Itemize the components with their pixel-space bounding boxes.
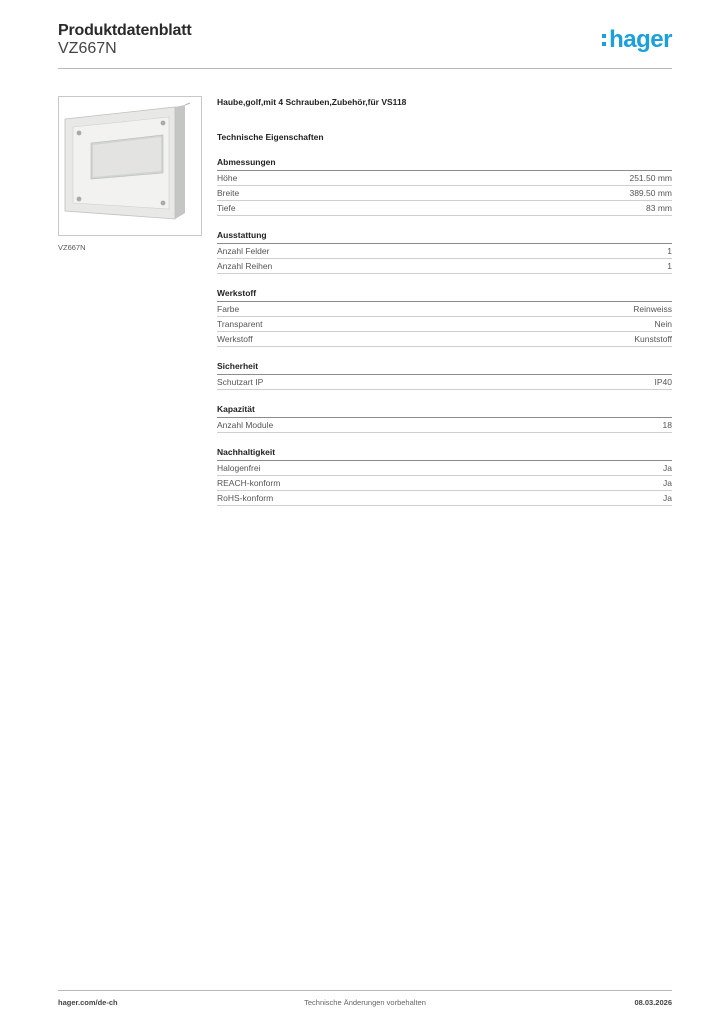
property-row [217,186,672,201]
section-nachhaltigkeit [217,447,672,506]
logo-text: hager [609,26,672,53]
footer-date: 08.03.2026 [634,998,672,1007]
brand-logo [602,26,672,54]
property-label: Anzahl Felder [217,246,270,256]
property-label: Tiefe [217,203,236,213]
product-details [217,96,672,506]
property-row [217,375,672,390]
section-title: Nachhaltigkeit [217,447,672,461]
header-divider [58,68,672,69]
section-abmessungen [217,157,672,216]
property-value: 1 [667,261,672,271]
property-row [217,302,672,317]
property-row [217,461,672,476]
document-title: Produktdatenblatt [58,22,192,39]
image-caption: VZ667N [58,243,86,252]
property-row [217,418,672,433]
section-werkstoff [217,288,672,347]
property-row [217,317,672,332]
property-label: Höhe [217,173,238,183]
property-value: Ja [663,463,672,473]
property-value: 251.50 mm [629,173,672,183]
property-label: Halogenfrei [217,463,261,473]
property-label: Anzahl Reihen [217,261,273,271]
property-label: Werkstoff [217,334,253,344]
property-value: Ja [663,478,672,488]
document-header [58,22,672,70]
section-title: Werkstoff [217,288,672,302]
property-value: Reinweiss [633,304,672,314]
property-label: Farbe [217,304,240,314]
property-label: Breite [217,188,240,198]
property-value: Ja [663,493,672,503]
property-value: 18 [662,420,672,430]
property-value: IP40 [654,377,672,387]
technical-properties-title: Technische Eigenschaften [217,132,324,142]
property-row [217,332,672,347]
property-value: 389.50 mm [629,188,672,198]
product-photo-cover-icon [59,97,201,235]
property-value: Nein [654,319,672,329]
property-label: Schutzart IP [217,377,264,387]
property-row [217,259,672,274]
property-value: Kunststoff [634,334,672,344]
footer-divider [58,990,672,991]
section-kapazit-t [217,404,672,433]
logo-colon-icon [602,31,606,49]
property-label: REACH-konform [217,478,281,488]
section-title: Abmessungen [217,157,672,171]
footer-website-link[interactable]: hager.com/de-ch [58,998,118,1007]
section-ausstattung [217,230,672,274]
property-row [217,491,672,506]
section-title: Sicherheit [217,361,672,375]
property-row [217,171,672,186]
section-title: Ausstattung [217,230,672,244]
property-row [217,244,672,259]
property-label: Transparent [217,319,263,329]
property-label: Anzahl Module [217,420,274,430]
property-value: 83 mm [646,203,672,213]
product-description: Haube,golf,mit 4 Schrauben,Zubehör,für VS118 [217,97,407,107]
product-image [58,96,202,236]
footer-note: Technische Änderungen vorbehalten [304,998,426,1007]
section-sicherheit [217,361,672,390]
property-row [217,201,672,216]
property-row [217,476,672,491]
article-number: VZ667N [58,40,117,57]
property-sections [217,157,672,506]
property-value: 1 [667,246,672,256]
property-label: RoHS-konform [217,493,274,503]
section-title: Kapazität [217,404,672,418]
